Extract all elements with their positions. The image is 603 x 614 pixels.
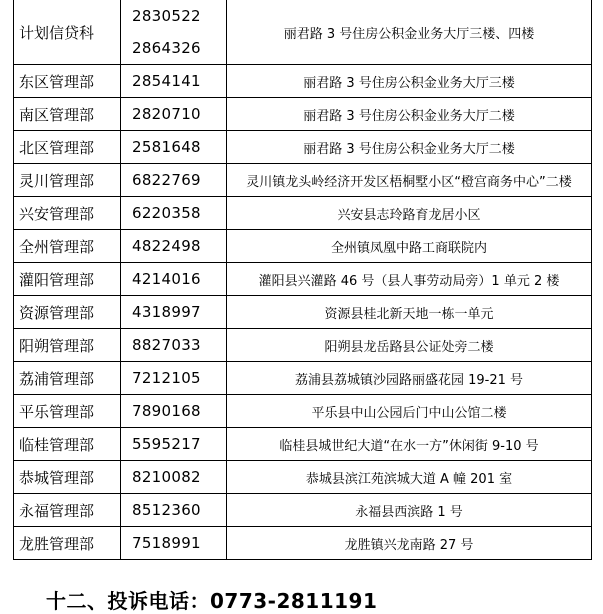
phone-number: 7212105	[132, 369, 201, 387]
department-cell: 临桂管理部	[14, 428, 121, 461]
phone-cell	[121, 296, 227, 329]
phone-cell	[121, 0, 227, 65]
department-cell: 荔浦管理部	[14, 362, 121, 395]
phone-number: 6220358	[132, 204, 201, 222]
address-cell: 荔浦县荔城镇沙园路丽盛花园 19-21 号	[227, 362, 592, 395]
department-cell: 北区管理部	[14, 131, 121, 164]
phone-cell	[121, 461, 227, 494]
table-row	[14, 329, 592, 362]
phone-number: 7890168	[132, 402, 201, 420]
address-cell: 丽君路 3 号住房公积金业务大厅二楼	[227, 98, 592, 131]
contact-table	[13, 0, 592, 560]
table-row	[14, 0, 592, 65]
table-row	[14, 461, 592, 494]
department-cell: 全州管理部	[14, 230, 121, 263]
table-row	[14, 131, 592, 164]
department-cell: 东区管理部	[14, 65, 121, 98]
phone-cell	[121, 98, 227, 131]
department-cell: 南区管理部	[14, 98, 121, 131]
phone-number: 2820710	[132, 105, 201, 123]
phone-cell	[121, 329, 227, 362]
address-cell: 丽君路 3 号住房公积金业务大厅三楼、四楼	[227, 0, 592, 65]
address-cell: 灵川镇龙头岭经济开发区梧桐墅小区“橙宫商务中心”二楼	[227, 164, 592, 197]
address-cell: 临桂县城世纪大道“在水一方”休闲街 9-10 号	[227, 428, 592, 461]
table-row	[14, 428, 592, 461]
phone-cell	[121, 263, 227, 296]
address-cell: 龙胜镇兴龙南路 27 号	[227, 527, 592, 560]
contact-table-body	[14, 0, 592, 560]
table-row	[14, 494, 592, 527]
table-row	[14, 164, 592, 197]
phone-cell	[121, 527, 227, 560]
complaint-phone-heading: 十二、投诉电话：0773-2811191	[46, 589, 378, 613]
table-row	[14, 98, 592, 131]
department-cell: 龙胜管理部	[14, 527, 121, 560]
phone-cell	[121, 65, 227, 98]
phone-cell	[121, 230, 227, 263]
phone-number: 6822769	[132, 171, 201, 189]
phone-number: 2830522	[132, 7, 201, 25]
phone-number: 8512360	[132, 501, 201, 519]
address-cell: 恭城县滨江苑滨城大道 A 幢 201 室	[227, 461, 592, 494]
phone-cell	[121, 494, 227, 527]
department-cell: 兴安管理部	[14, 197, 121, 230]
phone-number: 7518991	[132, 534, 201, 552]
department-cell: 计划信贷科	[14, 0, 121, 65]
phone-number: 4214016	[132, 270, 201, 288]
phone-cell	[121, 131, 227, 164]
address-cell: 全州镇凤凰中路工商联院内	[227, 230, 592, 263]
department-cell: 灌阳管理部	[14, 263, 121, 296]
address-cell: 阳朔县龙岳路县公证处旁二楼	[227, 329, 592, 362]
phone-cell	[121, 164, 227, 197]
table-row	[14, 362, 592, 395]
phone-number: 4822498	[132, 237, 201, 255]
department-cell: 永福管理部	[14, 494, 121, 527]
phone-cell	[121, 362, 227, 395]
table-row	[14, 263, 592, 296]
phone-cell	[121, 428, 227, 461]
table-row	[14, 65, 592, 98]
phone-number: 2864326	[132, 39, 201, 57]
department-cell: 灵川管理部	[14, 164, 121, 197]
address-cell: 资源县桂北新天地一栋一单元	[227, 296, 592, 329]
department-cell: 恭城管理部	[14, 461, 121, 494]
department-cell: 资源管理部	[14, 296, 121, 329]
address-cell: 丽君路 3 号住房公积金业务大厅二楼	[227, 131, 592, 164]
phone-number: 4318997	[132, 303, 201, 321]
department-cell: 平乐管理部	[14, 395, 121, 428]
table-row	[14, 527, 592, 560]
department-cell: 阳朔管理部	[14, 329, 121, 362]
table-row	[14, 230, 592, 263]
address-cell: 灌阳县兴灌路 46 号（县人事劳动局旁）1 单元 2 楼	[227, 263, 592, 296]
address-cell: 丽君路 3 号住房公积金业务大厅三楼	[227, 65, 592, 98]
phone-cell	[121, 395, 227, 428]
phone-cell	[121, 197, 227, 230]
phone-number: 8210082	[132, 468, 201, 486]
table-row	[14, 197, 592, 230]
phone-number: 2854141	[132, 72, 201, 90]
phone-number: 8827033	[132, 336, 201, 354]
address-cell: 平乐县中山公园后门中山公馆二楼	[227, 395, 592, 428]
address-cell: 兴安县志玲路育龙居小区	[227, 197, 592, 230]
table-row	[14, 296, 592, 329]
address-cell: 永福县西滨路 1 号	[227, 494, 592, 527]
phone-number: 2581648	[132, 138, 201, 156]
phone-number: 5595217	[132, 435, 201, 453]
table-row	[14, 395, 592, 428]
